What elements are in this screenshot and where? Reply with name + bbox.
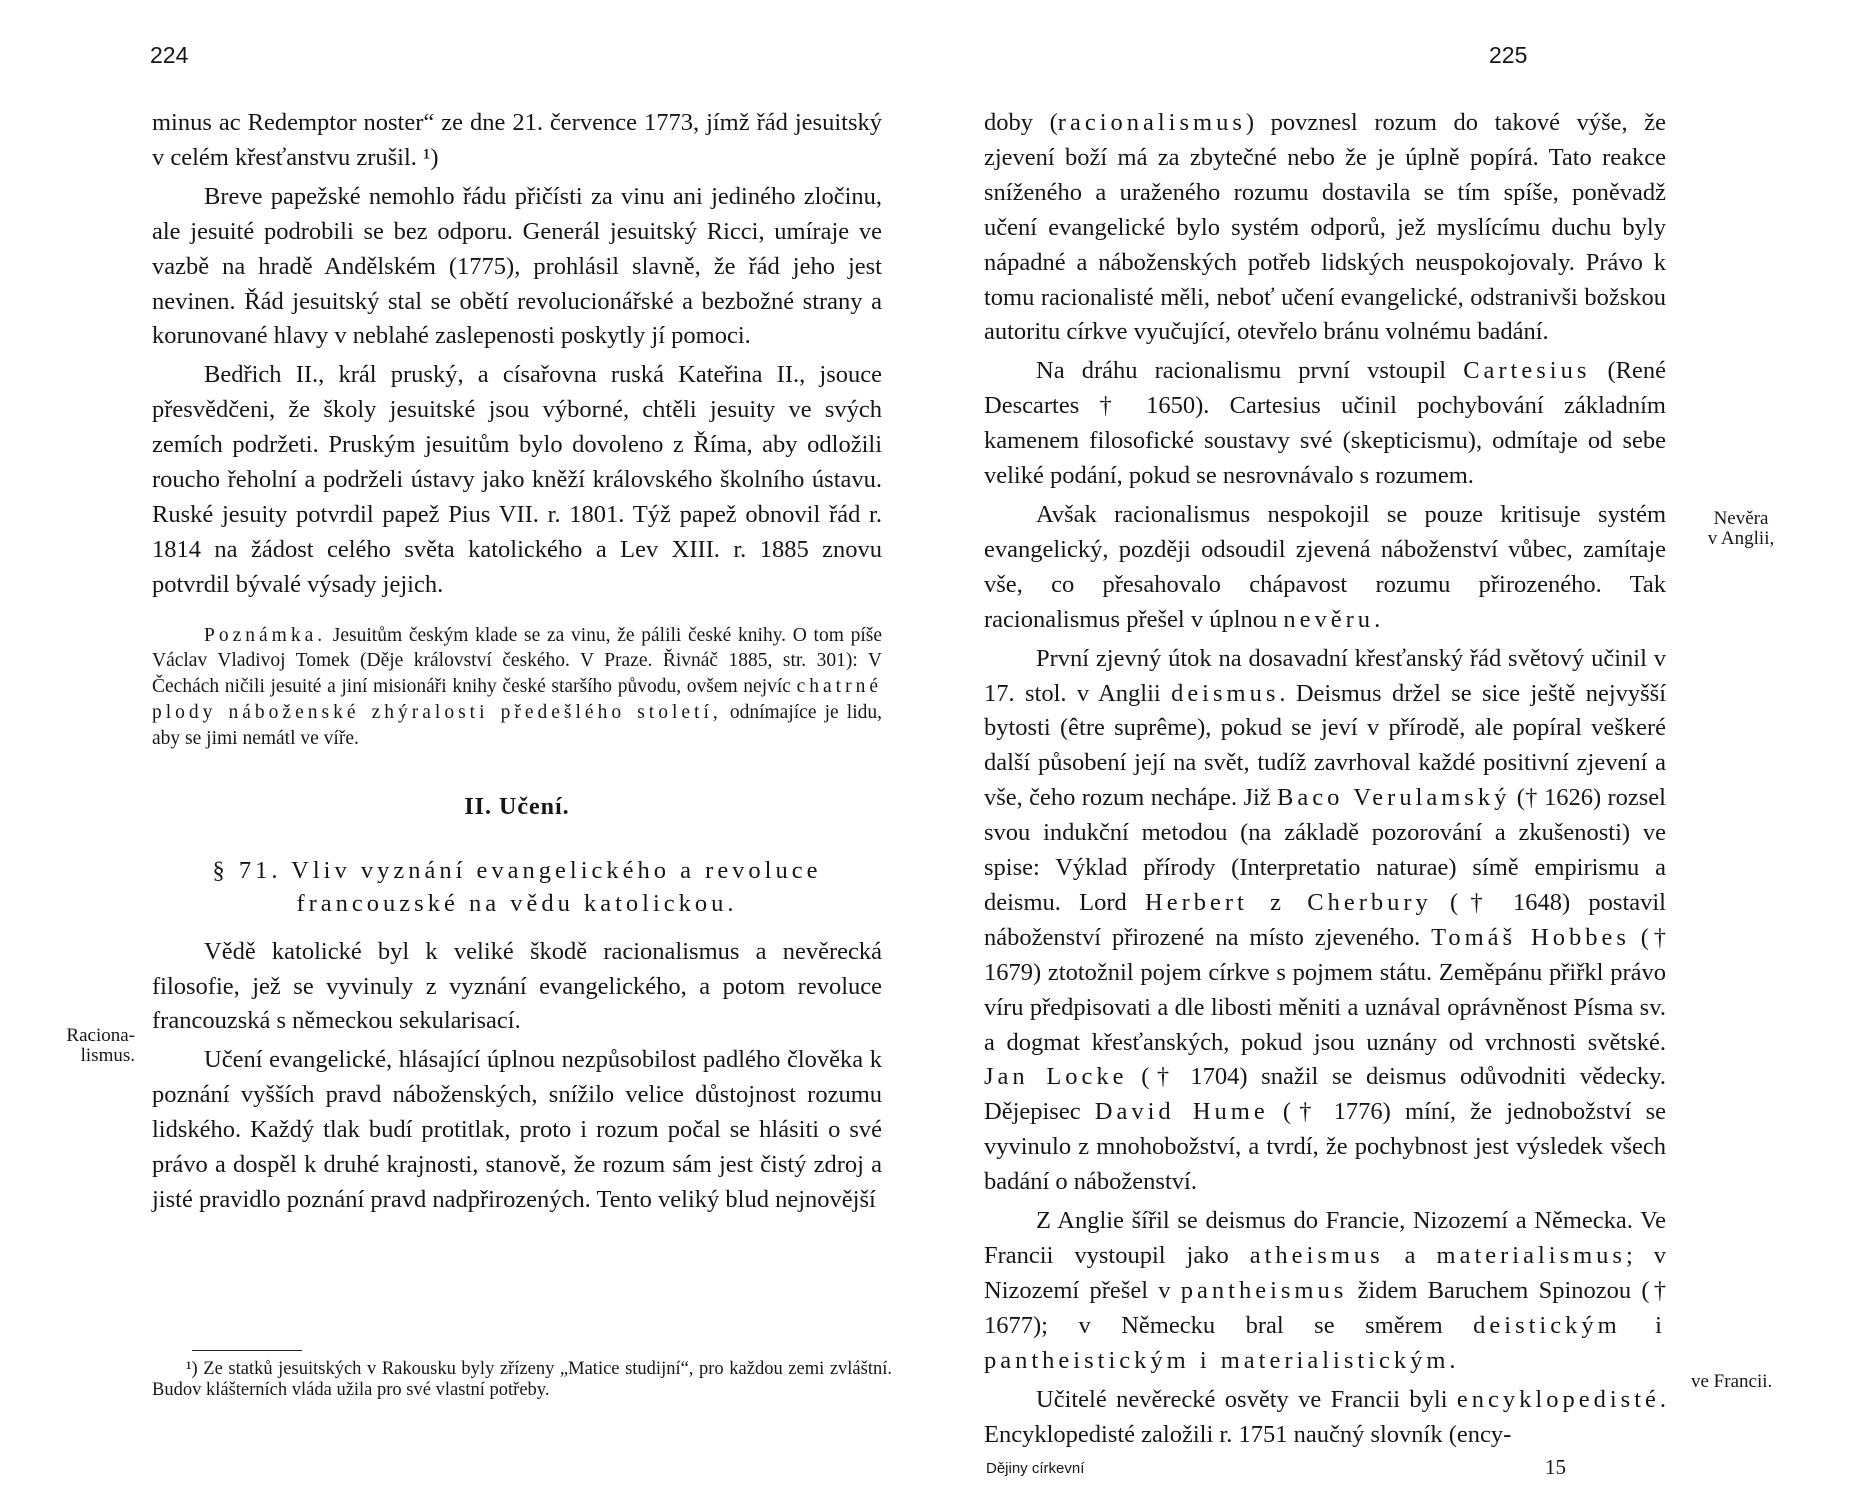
emphasis: deistickým i pantheistickým i materialistickým [984, 1311, 1666, 1374]
emphasis: David Hume [1094, 1098, 1269, 1126]
margin-note-francie [1691, 1372, 1811, 1392]
text-run: († 1679) ztotožnil pojem církve s pojmem státu. Zeměpánu přiřkl právo víru předpisovati a dle libosti měniti a uznával oprávněnost Písma sv. a dogmat křesťanských, pokud jsou uznány od vrchnosti světské. [984, 923, 1666, 1056]
margin-note-racionalismus [45, 1026, 135, 1066]
text-run: ; v Nizozemí přešel v [984, 1242, 1666, 1304]
signature-mark: 15 [1545, 1455, 1566, 1479]
note-paragraph [152, 623, 882, 752]
note [152, 623, 882, 752]
emphasis: Tomáš Hobbes [1431, 923, 1630, 951]
emphasis: deismus [1171, 679, 1280, 707]
note-emphasis: chatrné plody náboženské zhýralosti předešlého století, [152, 676, 882, 724]
right-text-column [984, 106, 1666, 1452]
footnote [152, 1359, 892, 1400]
margin-note-text: Raciona- lismus. [66, 1025, 135, 1066]
emphasis: Jan Locke [984, 1063, 1128, 1091]
paragraph: Breve papežské nemohlo řádu přičísti za vinu ani jediného zločinu, ale jesuité podrobili se bez odporu. Generál jesuitský Ricci, umíraje ve vazbě na hradě Andělském (1775), prohlásil slavně, že řád jeho jest nevinen. Řád jesuitský stal se obětí revolucionářské a bezbožné strany a korunované hlavy v neblahé zaslepenosti poskytly jí pomoci. [152, 182, 882, 350]
text-run: Učitelé nevěrecké osvěty ve Francii byli [1036, 1385, 1457, 1413]
footnote-text: ¹) Ze statků jesuitských v Rakousku byly zřízeny „Matice studijní“, pro každou zemi zvláštní. Budov klášterních vláda užila pro své vlastní potřeby. [152, 1359, 892, 1400]
paragraph [984, 498, 1666, 638]
note-text: odnímajíce je lidu, aby se jimi nemátl ve víře. [152, 702, 882, 749]
text-run: Z Anglie šířil se deismus do Francie, Nizozemí a Německa. Ve Francii vystoupil jako [984, 1207, 1666, 1269]
margin-note-text: ve Francii. [1691, 1371, 1773, 1392]
paragraph [984, 106, 1666, 350]
text-run: . [1374, 605, 1381, 633]
emphasis: pantheismus [1180, 1276, 1348, 1304]
note-text: Jesuitům českým klade se za vinu, že pálili české knihy. O tom píše Václav Vladivoj Tomek (Děje království českého. V Praze. Řivnáč 1885, str. 301): V Čechách ničili jesuité a jiní misionáři knihy české staršího původu, ovšem nejvíc [152, 624, 882, 698]
emphasis: racionalismus [1057, 109, 1246, 136]
paragraph: Bedřich II., král pruský, a císařovna ruská Kateřina II., jsouce přesvědčeni, že školy jesuitské jsou výborné, chtěli jesuity ve svých zemích podržeti. Pruským jesuitům bylo dovoleno z Říma, aby odložili roucho řeholní a podrželi ústavy jako kněží královského školního ústavu. Ruské jesuity potvrdil papež Pius VII. r. 1801. Týž papež obnovil řád r. 1814 na žádost celého světa katolického a Lev XIII. r. 1885 znovu potvrdil bývalé výsady jejich. [152, 361, 882, 598]
paragraph: Učení evangelické, hlásající úplnou nezpůsobilost padlého člověka k poznání vyšších pravd náboženských, snížilo velice důstojnost rozumu lidského. Každý tlak budí protitlak, proto i rozum počal se hlásiti o své právo a dospěl k druhé krajnosti, stanově, že rozum sám jest čistý zdroj a jisté pravidlo poznání pravd nadpřirozených. Tento veliký blud nejnovější [152, 1046, 882, 1214]
chapter-subheading: II. Učení. [464, 793, 570, 820]
paragraph [984, 1383, 1666, 1453]
text-run: a [1383, 1242, 1437, 1269]
text-run: . Deismus držel se sice ještě nejvyšší bytosti (être suprême), pokud se jeví v přírodě, ale popíral veškeré další působení její na svět, tudíž zavrhoval každé positivní zjevení a vše, čeho rozum nechápe. Již [984, 679, 1666, 812]
section-title-line: § 71. Vliv vyznání evangelického a revoluce [212, 856, 822, 884]
left-text-column [152, 106, 882, 1218]
text-run: († 1648) postavil náboženství přirozené na místo zjeveného. [984, 888, 1666, 951]
emphasis: Herbert z Cherbury [1145, 888, 1432, 916]
margin-note-nevera [1691, 509, 1791, 549]
paragraph [984, 1204, 1666, 1379]
text-run: . [1449, 1346, 1456, 1374]
text-run: († 1704) snažil se deismus odůvodniti vědecky. Dějepisec [984, 1063, 1667, 1126]
emphasis: Cartesius [1463, 357, 1591, 385]
text-run: doby ( [984, 109, 1058, 136]
section-title-line: francouzské na vědu katolickou. [296, 889, 738, 917]
text-run: († 1776) míní, že jednobožství se vyvinulo z mnohobožství, a tvrdí, že pochybnost jest výsledek všech badání o náboženství. [984, 1098, 1666, 1196]
emphasis: atheismus [1249, 1242, 1384, 1269]
note-label: Poznámka. [204, 624, 327, 646]
text-run: Na dráhu racionalismu první vstoupil [1036, 357, 1464, 385]
paragraph: Vědě katolické byl k veliké škodě racionalismus a nevěrecká filosofie, jež se vyvinuly z vyznání evangelického, a potom revoluce francouzská s německou sekularisací. [152, 937, 882, 1035]
footnote-rule [192, 1350, 302, 1351]
emphasis: Baco Verulamský [1277, 784, 1511, 812]
emphasis: encyklopedisté [1456, 1385, 1660, 1413]
text-run: Avšak racionalismus nespokojil se pouze kritisuje systém evangelický, později odsoudil zjevená náboženství vůbec, zamítaje vše, co přesahovalo chápavost rozumu přirozeného. Tak racionalismus přešel v úplnou [984, 500, 1666, 633]
footer-book-title: Dějiny církevní [986, 1460, 1085, 1477]
paragraph [984, 642, 1666, 1201]
text-run: († 1626) rozsel svou indukční metodou (na základě pozorování a zkušenosti) ve spise: Výklad přírody (Interpretatio naturae) símě empirismu a deismu. Lord [984, 784, 1666, 916]
margin-note-text: Nevěra v Anglii, [1707, 508, 1775, 549]
emphasis: materialismus [1436, 1242, 1626, 1269]
text-run: . Encyklopedisté založili r. 1751 naučný slovník (ency- [984, 1385, 1666, 1448]
section-title [152, 854, 882, 920]
right-page [931, 0, 1862, 1500]
page-number: 224 [150, 42, 189, 68]
text-run: (René Descartes † 1650). Cartesius učinil pochybování základním kamenem filosofické soustavy své (skepticismu), odmítaje od sebe veliké podání, pokud se nesrovnávalo s rozumem. [984, 357, 1666, 490]
text-run: židem Baruchem Spinozou († 1677); v Německu bral se směrem [984, 1276, 1666, 1339]
text-run: ) povznesl rozum do takové výše, že zjevení boží má za zbytečné nebo že je úplně popírá. Tato reakce sníženého a uraženého rozumu dostavila se tím spíše, poněvadž učení evangelické bylo systém odporů, jež myslícímu duchu byly nápadné a náboženských potřeb lidských neuspokojovaly. Právo k tomu racionalisté měli, neboť učení evangelické, odstranivši božskou autoritu církve vyučující, otevřelo bránu volnému badání. [984, 109, 1666, 346]
page-number: 225 [1489, 42, 1528, 68]
emphasis: nevěru [1283, 605, 1375, 633]
text-run: První zjevný útok na dosavadní křesťanský řád světový učinil v 17. stol. v Anglii [984, 644, 1666, 707]
paragraph [984, 354, 1666, 494]
paragraph: minus ac Redemptor noster“ ze dne 21. července 1773, jímž řád jesuitský v celém křesťanstvu zrušil. ¹) [152, 109, 882, 171]
